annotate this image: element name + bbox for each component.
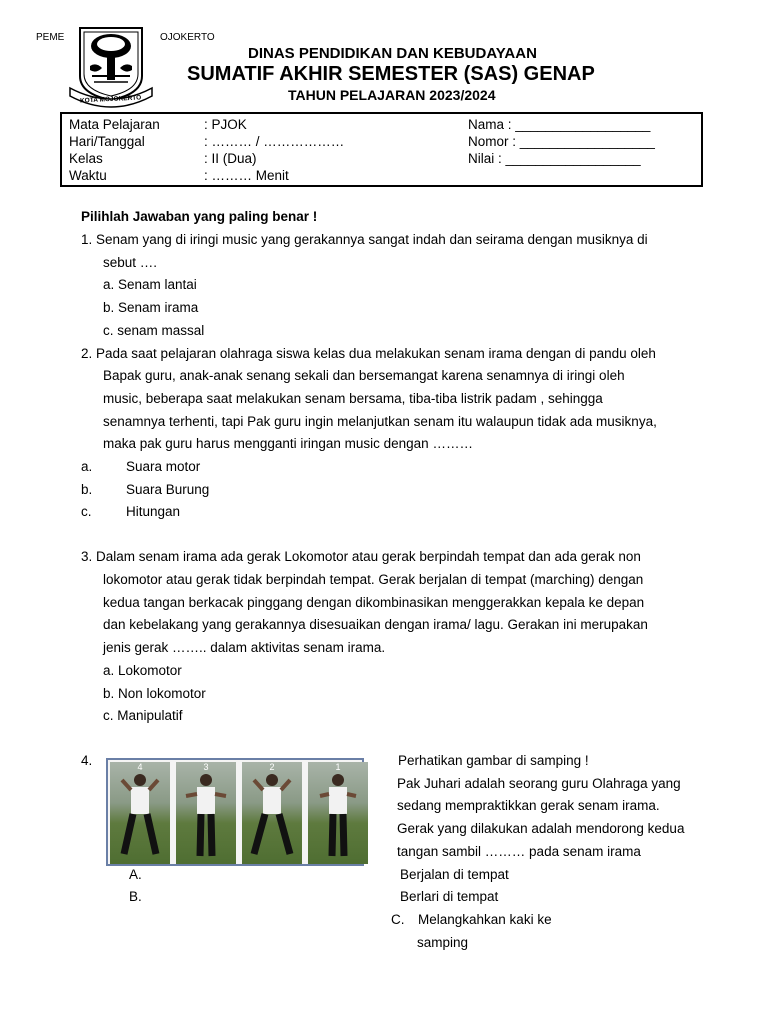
question-1-option-a[interactable]: a. Senam lantai <box>103 277 197 292</box>
header-left-fragment: PEME <box>36 32 65 43</box>
label-subject: Mata Pelajaran <box>69 117 160 132</box>
photo-frame-3 <box>176 762 236 864</box>
header-title-office: DINAS PENDIDIKAN DAN KEBUDAYAAN <box>248 45 537 62</box>
question-2-option-c[interactable]: Hitungan <box>126 504 181 519</box>
question-2-option-a[interactable]: Suara motor <box>126 459 201 474</box>
question-2-option-b-letter: b. <box>81 482 93 497</box>
value-date: : ……… / ……………… <box>204 134 345 149</box>
question-3-option-a[interactable]: a. Lokomotor <box>103 663 182 678</box>
question-1-line-2: sebut …. <box>103 255 158 270</box>
value-class: : II (Dua) <box>204 151 257 166</box>
value-subject: : PJOK <box>204 117 247 132</box>
label-date: Hari/Tanggal <box>69 134 145 149</box>
photo-frame-3-number: 3 <box>203 762 209 772</box>
question-2-option-a-letter: a. <box>81 459 93 474</box>
question-4-option-b-letter: B. <box>129 889 142 904</box>
photo-frame-2 <box>242 762 302 864</box>
question-3-line-2: lokomotor atau gerak tidak berpindah tempat. Gerak berjalan di tempat (marching) dengan <box>103 572 644 587</box>
question-2-line-2: Bapak guru, anak-anak senang sekali dan bersemangat karena senamnya di iringi oleh <box>103 368 625 383</box>
question-4-line-5: tangan sambil ……… pada senam irama <box>397 844 641 859</box>
value-time: : ……… Menit <box>204 168 289 183</box>
question-3-line-5: jenis gerak …….. dalam aktivitas senam irama. <box>103 640 386 655</box>
question-3-option-c[interactable]: c. Manipulatif <box>103 708 183 723</box>
question-4-option-c-continued: samping <box>417 935 469 950</box>
question-4-line-2: Pak Juhari adalah seorang guru Olahraga yang <box>397 776 681 791</box>
question-4-option-b[interactable]: Berlari di tempat <box>400 889 499 904</box>
number-field[interactable]: Nomor : __________________ <box>468 134 655 149</box>
question-4-line-1: Perhatikan gambar di samping ! <box>398 753 589 768</box>
question-2-option-c-letter: c. <box>81 504 92 519</box>
photo-frame-1 <box>308 762 368 864</box>
header-title-exam: SUMATIF AKHIR SEMESTER (SAS) GENAP <box>187 63 595 85</box>
photo-frame-2-number: 2 <box>269 762 275 772</box>
question-3-line-4: dan kebelakang yang gerakannya disesuaikan dengan irama/ lagu. Gerakan ini merupakan <box>103 617 648 632</box>
question-4-line-3: sedang mempraktikkan gerak senam irama. <box>397 798 660 813</box>
photo-frame-4 <box>110 762 170 864</box>
question-4-option-c[interactable]: Melangkahkan kaki ke <box>418 912 552 927</box>
question-2-line-3: music, beberapa saat melakukan senam bersama, tiba-tiba listrik padam , sehingga <box>103 391 603 406</box>
gymnastics-photo-strip <box>106 758 364 866</box>
instruction-text: Pilihlah Jawaban yang paling benar ! <box>81 209 318 224</box>
name-field[interactable]: Nama : __________________ <box>468 117 651 132</box>
question-4-option-c-letter: C. <box>391 912 405 927</box>
student-info-box <box>60 112 703 187</box>
header-title-year: TAHUN PELAJARAN 2023/2024 <box>288 87 496 103</box>
question-4-line-4: Gerak yang dilakukan adalah mendorong kedua <box>397 821 685 836</box>
question-4-number: 4. <box>81 753 93 768</box>
question-2-line-4: senamnya terhenti, tapi Pak guru ingin melanjutkan senam itu walaupun tidak ada musiknya, <box>103 414 657 429</box>
question-2-line-5: maka pak guru harus mengganti iringan music dengan ……… <box>103 436 473 451</box>
logo-banner-text: KOTA MOJOKERTO <box>79 94 142 105</box>
header-right-fragment: OJOKERTO <box>160 32 215 43</box>
label-class: Kelas <box>69 151 103 166</box>
question-1-option-b[interactable]: b. Senam irama <box>103 300 199 315</box>
question-3-option-b[interactable]: b. Non lokomotor <box>103 686 206 701</box>
score-field[interactable]: Nilai : __________________ <box>468 151 641 166</box>
label-time: Waktu <box>69 168 107 183</box>
question-1-line-1: 1. Senam yang di iringi music yang gerakannya sangat indah dan seirama dengan musiknya di <box>81 232 648 247</box>
question-4-option-a-letter: A. <box>129 867 142 882</box>
question-1-option-c[interactable]: c. senam massal <box>103 323 205 338</box>
photo-frame-1-number: 1 <box>335 762 341 772</box>
photo-frame-4-number: 4 <box>137 762 143 772</box>
question-2-line-1: 2. Pada saat pelajaran olahraga siswa kelas dua melakukan senam irama dengan di pandu oleh <box>81 346 656 361</box>
question-2-option-b[interactable]: Suara Burung <box>126 482 210 497</box>
question-3-line-3: kedua tangan berkacak pinggang dengan dikombinasikan menggerakkan kepala ke depan <box>103 595 645 610</box>
question-3-line-1: 3. Dalam senam irama ada gerak Lokomotor atau gerak berpindah tempat dan ada gerak non <box>81 549 641 564</box>
question-4-option-a[interactable]: Berjalan di tempat <box>400 867 509 882</box>
